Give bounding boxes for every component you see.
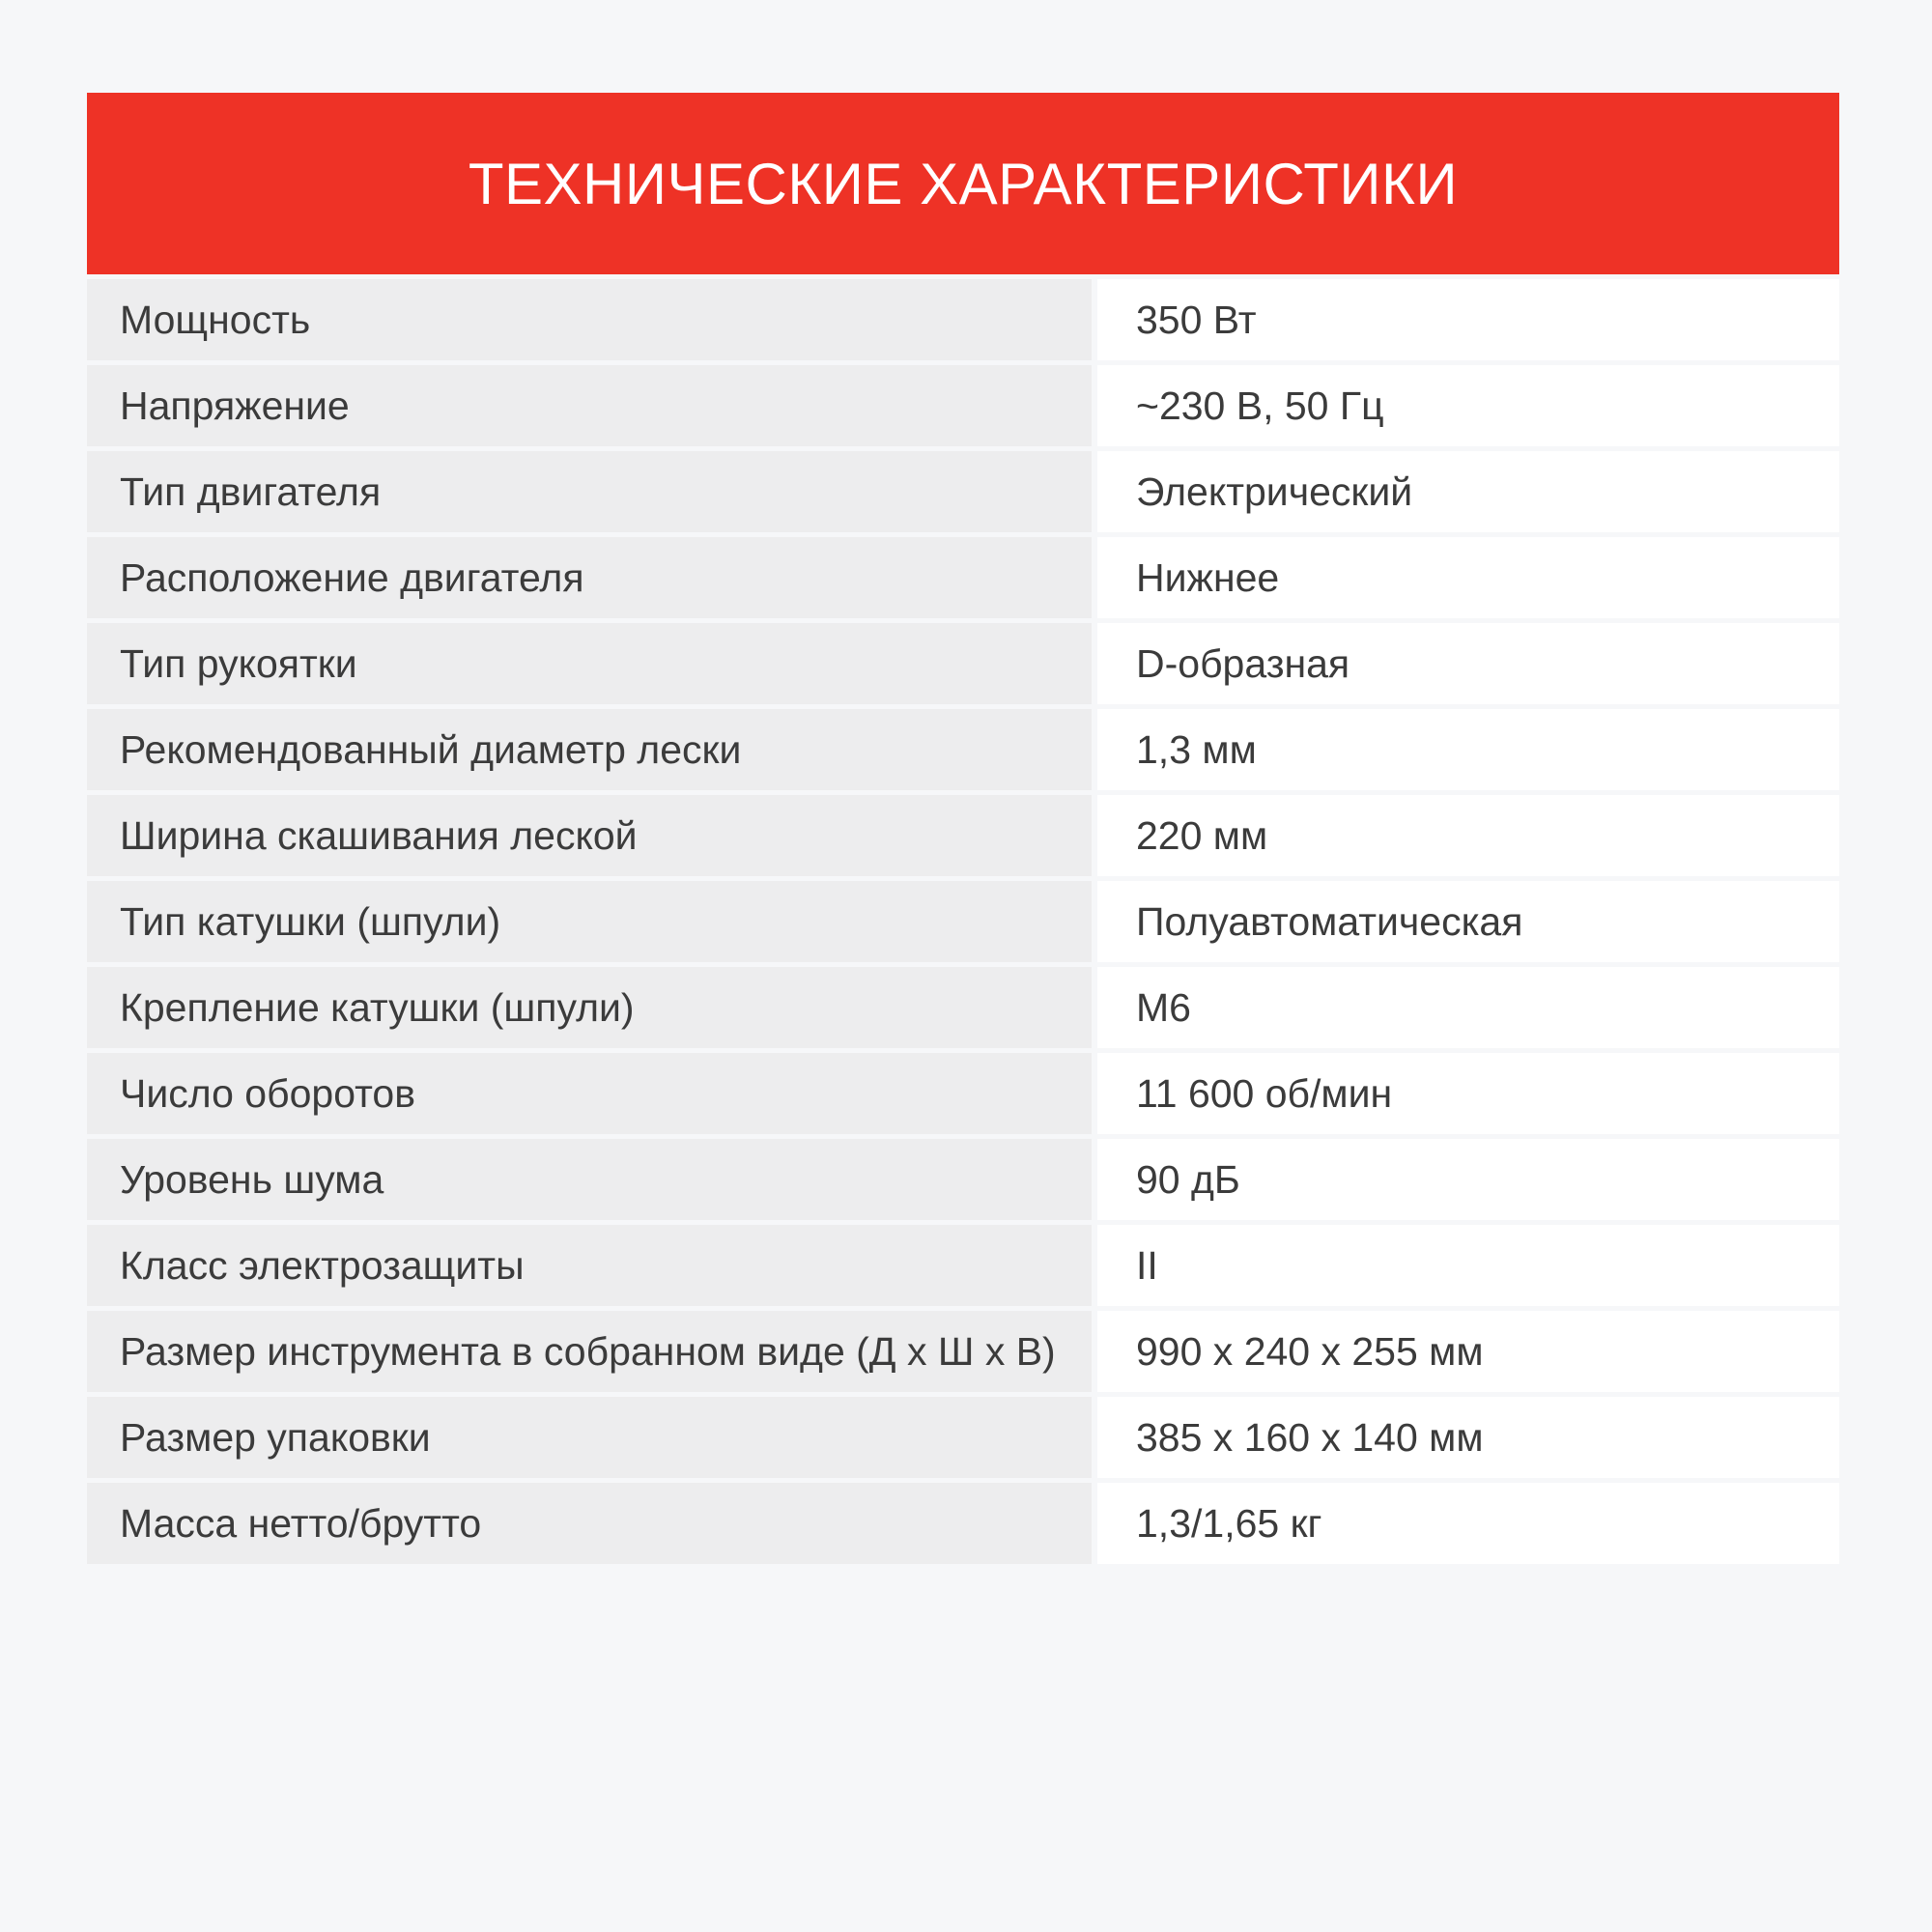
table-row <box>87 881 1839 962</box>
spec-value: 1,3/1,65 кг <box>1097 1483 1839 1564</box>
spec-table-header <box>87 93 1839 274</box>
spec-value: М6 <box>1097 967 1839 1048</box>
spec-label: Ширина скашивания леской <box>87 795 1092 876</box>
spec-value: 1,3 мм <box>1097 709 1839 790</box>
spec-label: Крепление катушки (шпули) <box>87 967 1092 1048</box>
spec-value: 90 дБ <box>1097 1139 1839 1220</box>
spec-value: ~230 В, 50 Гц <box>1097 365 1839 446</box>
spec-value: 220 мм <box>1097 795 1839 876</box>
spec-value: Электрический <box>1097 451 1839 532</box>
page-title: ТЕХНИЧЕСКИЕ ХАРАКТЕРИСТИКИ <box>468 151 1459 216</box>
table-row <box>87 1053 1839 1134</box>
table-row <box>87 709 1839 790</box>
table-row <box>87 795 1839 876</box>
table-row <box>87 365 1839 446</box>
spec-label: Расположение двигателя <box>87 537 1092 618</box>
spec-value: 11 600 об/мин <box>1097 1053 1839 1134</box>
spec-label: Тип рукоятки <box>87 623 1092 704</box>
spec-label: Число оборотов <box>87 1053 1092 1134</box>
table-row <box>87 1483 1839 1564</box>
spec-value: 385 х 160 х 140 мм <box>1097 1397 1839 1478</box>
table-row <box>87 1225 1839 1306</box>
table-row <box>87 1139 1839 1220</box>
spec-label: Уровень шума <box>87 1139 1092 1220</box>
table-row <box>87 279 1839 360</box>
spec-label: Тип двигателя <box>87 451 1092 532</box>
spec-value: II <box>1097 1225 1839 1306</box>
spec-table-body <box>87 279 1839 1564</box>
spec-label: Тип катушки (шпули) <box>87 881 1092 962</box>
spec-label: Рекомендованный диаметр лески <box>87 709 1092 790</box>
table-row <box>87 1397 1839 1478</box>
spec-value: Нижнее <box>1097 537 1839 618</box>
spec-value: Полуавтоматическая <box>1097 881 1839 962</box>
spec-value: 990 х 240 х 255 мм <box>1097 1311 1839 1392</box>
spec-label: Размер инструмента в собранном виде (Д х Ш х В) <box>87 1311 1092 1392</box>
table-row <box>87 537 1839 618</box>
spec-label: Масса нетто/брутто <box>87 1483 1092 1564</box>
spec-value: 350 Вт <box>1097 279 1839 360</box>
spec-label: Мощность <box>87 279 1092 360</box>
spec-label: Размер упаковки <box>87 1397 1092 1478</box>
table-row <box>87 451 1839 532</box>
table-row <box>87 623 1839 704</box>
table-row <box>87 967 1839 1048</box>
table-row <box>87 1311 1839 1392</box>
spec-label: Напряжение <box>87 365 1092 446</box>
spec-table <box>87 93 1839 1564</box>
spec-value: D-образная <box>1097 623 1839 704</box>
spec-label: Класс электрозащиты <box>87 1225 1092 1306</box>
